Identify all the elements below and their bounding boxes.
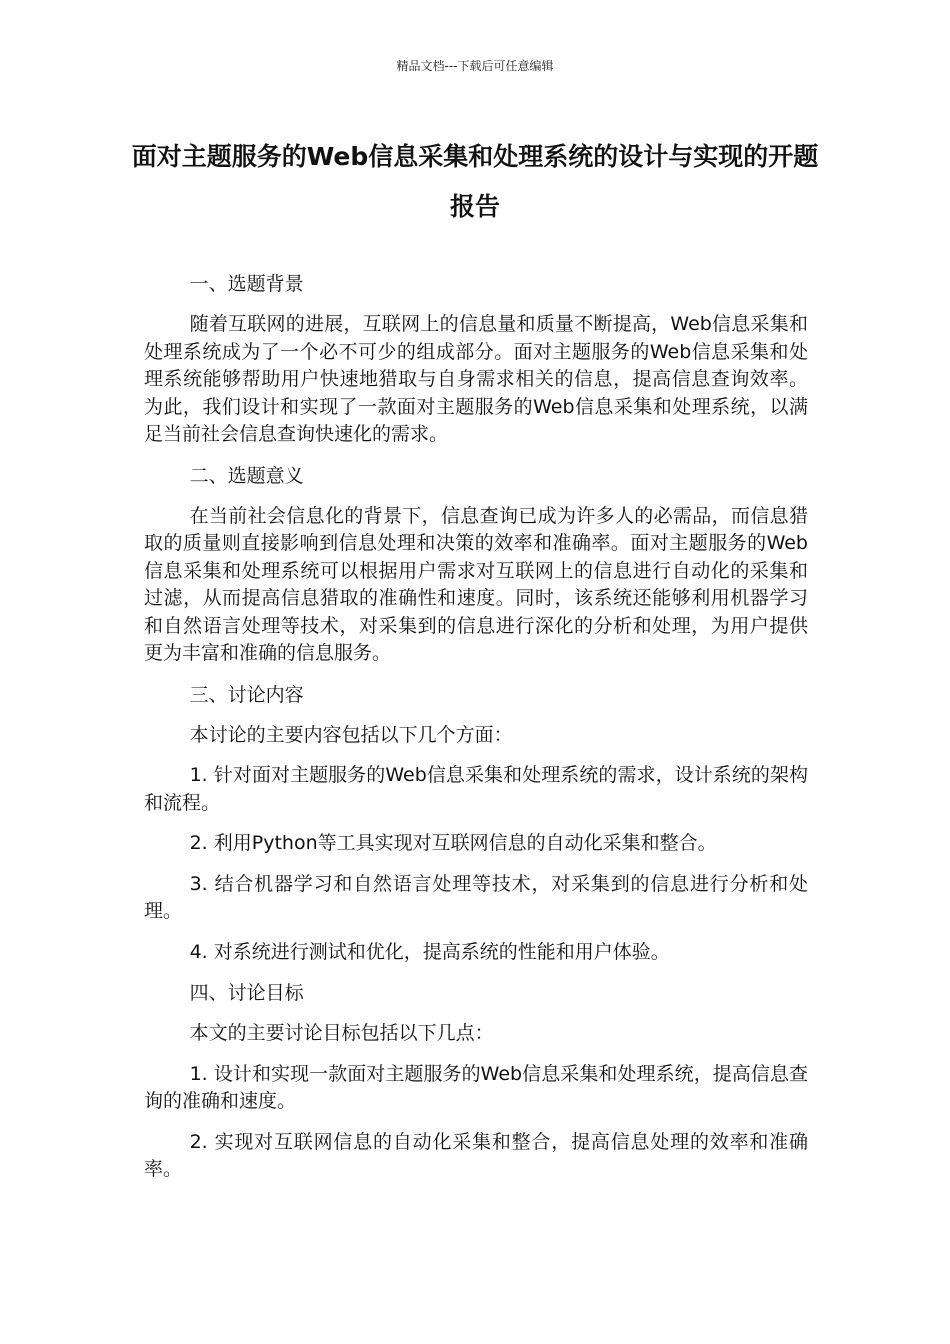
- header-note: 精品文档---下载后可任意编辑: [396, 59, 554, 73]
- list-item: 4. 对系统进行测试和优化，提高系统的性能和用户体验。: [189, 940, 670, 963]
- document-title: 面对主题服务的Web信息采集和处理系统的设计与实现的开题报告: [131, 142, 819, 221]
- section-significance: [144, 462, 808, 668]
- list-item: 1. 针对面对主题服务的Web信息采集和处理系统的需求，设计系统的架构和流程。: [144, 764, 808, 814]
- section-background: [144, 270, 808, 449]
- paragraph: 本文的主要讨论目标包括以下几点：: [189, 1022, 494, 1044]
- section-research-content: [144, 681, 808, 967]
- paragraph: 本讨论的主要内容包括以下几个方面：: [189, 723, 513, 746]
- section-heading: 二、选题意义: [189, 464, 304, 487]
- list-item: 2. 实现对互联网信息的自动化采集和整合，提高信息处理的效率和准确率。: [144, 1130, 808, 1180]
- list-item: 3. 结合机器学习和自然语言处理等技术，对采集到的信息进行分析和处理。: [144, 872, 808, 922]
- document-body: [144, 270, 808, 1197]
- section-heading: 一、选题背景: [189, 273, 304, 295]
- section-heading: 四、讨论目标: [189, 982, 304, 1004]
- section-heading: 三、讨论内容: [189, 683, 304, 706]
- paragraph: 在当前社会信息化的背景下，信息查询已成为许多人的必需品，而信息猎取的质量则直接影响到信息处理和决策的效率和准确率。面对主题服务的Web信息采集和处理系统可以根据用户需求对互联网上的信息进行自动化的采集和过滤，从而提高信息猎取的准确性和速度。同时，该系统还能够利用机器学习和自然语言处理等技术，对采集到的信息进行深化的分析和处理，为用户提供更为丰富和准确的信息服务。: [144, 504, 808, 664]
- paragraph: 随着互联网的进展，互联网上的信息量和质量不断提高，Web信息采集和处理系统成为了一个必不可少的组成部分。面对主题服务的Web信息采集和处理系统能够帮助用户快速地猎取与自身需求相关的信息，提高信息查询效率。为此，我们设计和实现了一款面对主题服务的Web信息采集和处理系统，以满足当前社会信息查询快速化的需求。: [144, 313, 808, 445]
- list-item: 2. 利用Python等工具实现对互联网信息的自动化采集和整合。: [189, 832, 717, 854]
- section-research-goals: [144, 979, 808, 1184]
- list-item: 1. 设计和实现一款面对主题服务的Web信息采集和处理系统，提高信息查询的准确和速度。: [144, 1062, 808, 1112]
